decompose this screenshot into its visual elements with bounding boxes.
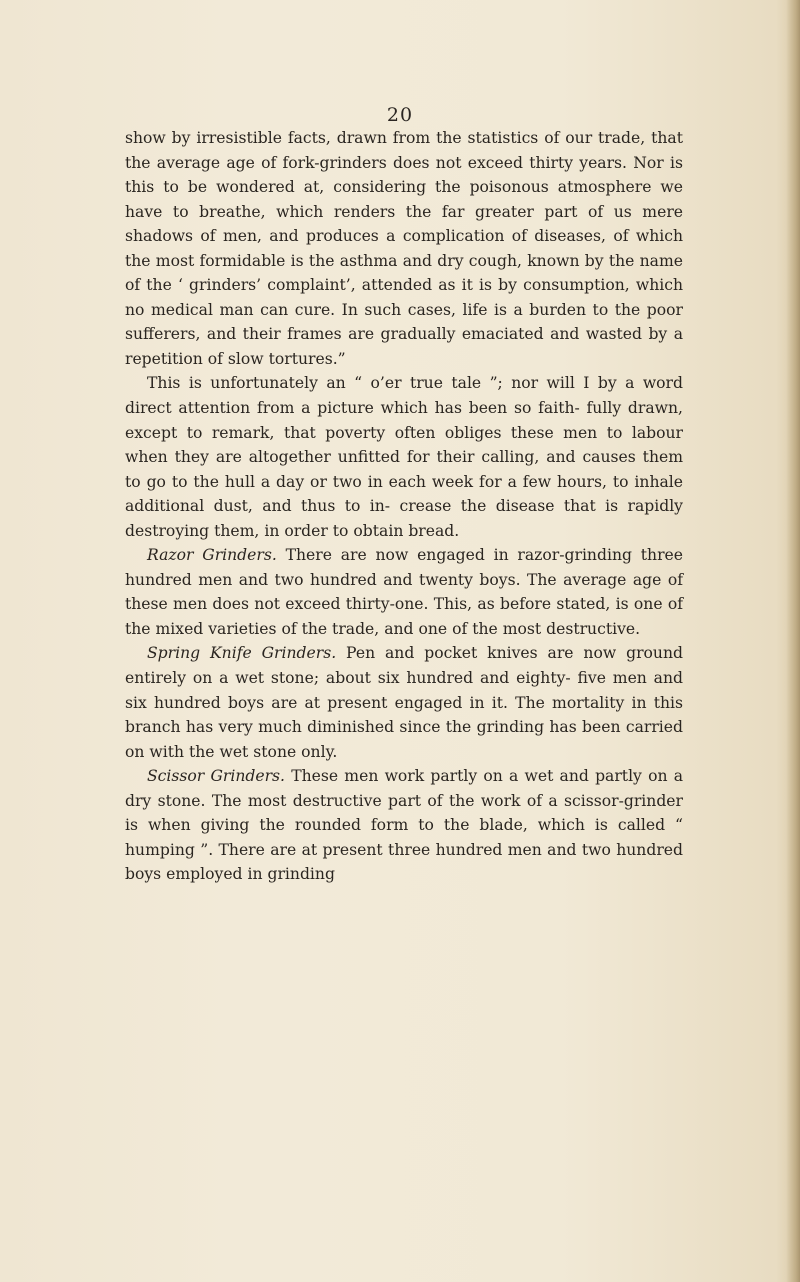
page-edge-shadow [786,0,800,1282]
body-text [125,126,683,887]
paragraph-2-text: This is unfortunately an “ o’er true tale ”; nor will I by a word direct attention from a picture which has been so faith- fully drawn, except to remark, that poverty often obliges these men to labour when they are altogether unfitted for their calling, and causes them to go to the hull a day or two in each week for a few hours, to inhale additional dust, and thus to in- crease the disease that is rapidly destroying them, in order to obtain bread. [125,374,683,540]
razor-grinders-heading: Razor Grinders. [147,546,277,565]
scissor-grinders-heading: Scissor Grinders. [147,767,286,786]
page-number: 20 [386,104,414,126]
scissor-grinders-text: These men work partly on a wet and partly on a dry stone. The most destructive part of the work of a scissor-grinder is when giving the rounded form to the blade, which is called “ humping ”. There are at present three hundred men and two hundred boys employed in grinding [125,767,683,884]
razor-grinders-text: There are now engaged in razor-grinding three hundred men and two hundred and twenty boys. The average age of these men does not exceed thirty-one. This, as before stated, is one of the mixed varieties of the trade, and one of the most destructive. [125,546,683,638]
paragraph-1 [125,126,683,371]
paragraph-spring-knife-grinders [125,641,683,764]
paragraph-2 [125,371,683,543]
paragraph-1-text: show by irresistible facts, drawn from the statistics of our trade, that the average age of fork-grinders does not exceed thirty years. Nor is this to be wondered at, considering the poisonous atmosphere we have to breathe, which renders the far greater part of us mere shadows of men, and produces a complication of diseases, of which the most formidable is the asthma and dry cough, known by the name of the ‘ grinders’ complaint’, attended as it is by consumption, which no medical man can cure. In such cases, life is a burden to the poor sufferers, and their frames are gradually emaciated and wasted by a repetition of slow tortures.” [125,129,683,368]
spring-knife-grinders-text: Pen and pocket knives are now ground entirely on a wet stone; about six hundred and eighty- five men and six hundred boys are at present engaged in it. The mortality in this branch has very much diminished since the grinding has been carried on with the wet stone only. [125,644,683,761]
paragraph-razor-grinders [125,543,683,641]
paragraph-scissor-grinders [125,764,683,887]
spring-knife-grinders-heading: Spring Knife Grinders. [147,644,337,663]
